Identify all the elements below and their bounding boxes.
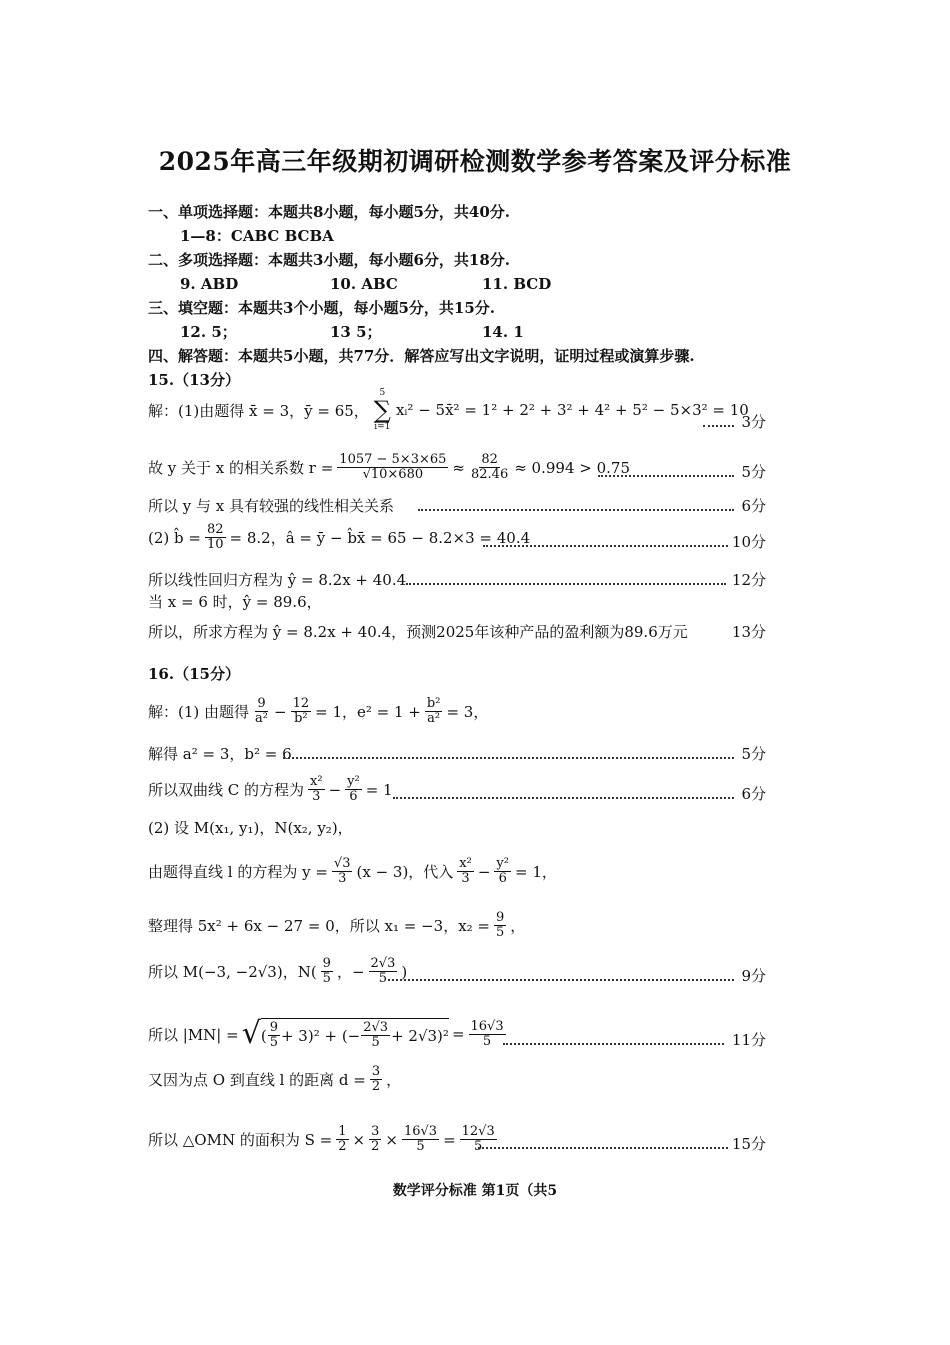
q16-step-9 <box>148 1058 766 1098</box>
numerator: 9 <box>269 1020 278 1035</box>
answer-9: 9. ABD <box>180 275 239 293</box>
equals-sign: = <box>451 1025 465 1043</box>
numerator: √3 <box>333 856 351 871</box>
denominator: 6 <box>349 789 358 804</box>
denominator: 2 <box>371 1139 380 1154</box>
score-label: 9分 <box>741 967 766 985</box>
q16-step-1 <box>148 688 766 730</box>
fraction <box>337 453 448 482</box>
denominator: 3 <box>312 789 321 804</box>
numerator: 82 <box>481 452 498 467</box>
page-title: 2025年高三年级期初调研检测数学参考答案及评分标准 <box>158 147 792 176</box>
radical-sign: √ <box>241 1016 261 1051</box>
q16-step3-pre: 所以双曲线 C 的方程为 <box>148 781 305 799</box>
fraction <box>308 775 325 804</box>
section1-heading: 一、单项选择题：本题共8小题，每小题5分，共40分. <box>148 203 510 221</box>
fraction <box>494 857 511 886</box>
summation <box>374 388 391 432</box>
fraction <box>361 1021 390 1050</box>
q16-step-7 <box>148 950 766 990</box>
denominator: 5 <box>474 1139 483 1154</box>
score-label: 13分 <box>731 623 766 641</box>
score-label: 12分 <box>731 571 766 589</box>
q16-step9-pre: 又因为点 O 到直线 l 的距离 d = <box>148 1071 366 1089</box>
q15-step5-text: 所以线性回归方程为 ŷ = 8.2x + 40.4 <box>148 571 407 589</box>
q16-step7-pre: 所以 M(−3, −2√3)，N( <box>148 963 317 981</box>
score-label: 3分 <box>741 413 766 431</box>
numerator: 3 <box>371 1064 381 1079</box>
fraction <box>494 911 506 940</box>
numerator: 9 <box>257 696 266 711</box>
answer-11: 11. BCD <box>482 275 552 293</box>
section3-heading: 三、填空题：本题共3个小题，每小题5分，共15分. <box>148 299 495 317</box>
numerator: y² <box>496 856 509 871</box>
numerator: 9 <box>322 956 331 971</box>
fraction <box>268 1021 280 1050</box>
dot-leader <box>503 1043 724 1045</box>
q16-step1-post: = 3， <box>446 703 489 721</box>
dot-leader <box>703 425 734 427</box>
denominator: 3 <box>461 871 470 886</box>
fraction <box>332 857 353 886</box>
square-root <box>242 1018 449 1050</box>
q16-step-8 <box>148 1002 766 1054</box>
fraction <box>469 1020 506 1049</box>
q15-step-2 <box>148 446 766 486</box>
denominator: b² <box>294 711 308 726</box>
q15-heading: 15.（13分） <box>148 371 240 389</box>
denominator: 2 <box>338 1139 347 1154</box>
numerator: 16√3 <box>403 1124 438 1139</box>
q16-step7-post: ) <box>401 962 408 981</box>
score-label: 10分 <box>731 533 766 551</box>
numerator: 12√3 <box>461 1124 495 1139</box>
denominator: 5 <box>496 925 505 940</box>
open-paren: ( <box>260 1026 267 1045</box>
numerator: 82 <box>206 522 224 537</box>
denominator: 82.46 <box>471 467 509 482</box>
denominator: 2 <box>371 1079 381 1094</box>
denominator: 6 <box>498 871 507 886</box>
fraction <box>369 957 398 986</box>
fraction <box>253 697 270 726</box>
score-label: 5分 <box>741 463 766 481</box>
score-label: 15分 <box>731 1135 766 1153</box>
q15-step1-pre: 解：(1)由题得 x̄ = 3，ȳ = 65， <box>148 401 369 420</box>
q16-step1-mid: = 1，e² = 1 + <box>315 703 421 721</box>
denominator: 5 <box>482 1033 492 1049</box>
q16-step1-pre: 解：(1) 由题得 <box>148 703 250 721</box>
minus-sign: − <box>328 780 342 799</box>
dot-leader <box>478 1147 728 1149</box>
q15-step-3 <box>148 486 766 520</box>
q16-step5-pre: 由题得直线 l 的方程为 y = <box>148 863 328 881</box>
fraction <box>205 523 226 552</box>
numerator: 3 <box>371 1124 380 1139</box>
fraction <box>321 957 333 986</box>
q16-step6-pre: 整理得 5x² + 6x − 27 = 0，所以 x₁ = −3，x₂ = <box>148 917 490 935</box>
q16-step-4: (2) 设 M(x₁, y₁)，N(x₂, y₂)， <box>148 819 353 837</box>
q15-step3-text: 所以 y 与 x 具有较强的线性相关关系 <box>148 497 395 515</box>
q16-step5-mid: (x − 3)，代入 <box>356 863 454 881</box>
answer-12: 12. 5； <box>180 323 237 341</box>
score-label: 5分 <box>741 745 766 763</box>
q16-step8-pre: 所以 |MN| = <box>148 1025 239 1044</box>
numerator: y² <box>347 774 360 789</box>
fraction <box>336 1125 348 1154</box>
radicand-end: + 2√3)² <box>391 1026 449 1045</box>
denominator: a² <box>255 711 268 726</box>
sum-lower-limit: i=1 <box>374 422 391 432</box>
q16-step3-post: = 1 <box>365 780 393 799</box>
dot-leader <box>393 797 734 799</box>
numerator: 1 <box>338 1124 347 1139</box>
q15-step4-post: = 8.2，â = ȳ − b̂x̄ = 65 − 8.2×3 = 40.4 <box>229 529 531 547</box>
sigma-symbol: ∑ <box>373 396 391 424</box>
numerator: x² <box>459 856 472 871</box>
numerator: b² <box>426 696 441 711</box>
q15-step2-pre: 故 y 关于 x 的相关系数 r = <box>148 459 334 477</box>
q16-step-3 <box>148 766 766 808</box>
dot-leader <box>418 509 734 511</box>
q16-step10-pre: 所以 △OMN 的面积为 S = <box>148 1131 333 1149</box>
q16-step6-post: ， <box>510 917 526 935</box>
dot-leader <box>483 545 728 547</box>
denominator: √10×680 <box>362 467 424 482</box>
denominator: 5 <box>371 1035 380 1050</box>
dot-leader <box>406 583 726 585</box>
radicand <box>261 1018 449 1050</box>
section2-heading: 二、多项选择题：本题共3小题，每小题6分，共18分. <box>148 251 510 269</box>
fraction <box>369 1125 381 1154</box>
q15-step7-text: 所以，所求方程为 ŷ = 8.2x + 40.4，预测2025年该种产品的盈利额为89.6万元 <box>148 623 688 641</box>
q16-step5-post: = 1， <box>514 863 557 881</box>
denominator: 5 <box>416 1139 425 1154</box>
fraction <box>345 775 362 804</box>
page-footer: 数学评分标准 第1页（共5 <box>392 1183 558 1199</box>
q15-step-7 <box>148 612 766 646</box>
denominator: 5 <box>378 971 388 986</box>
radicand-mid: + 3)² + (− <box>280 1026 361 1045</box>
q16-step-2 <box>148 734 766 768</box>
q15-step-4 <box>148 518 766 556</box>
answer-14: 14. 1 <box>482 323 524 341</box>
numerator: 1057 − 5×3×65 <box>339 452 447 467</box>
denominator: 5 <box>322 971 331 986</box>
score-label: 6分 <box>741 785 766 803</box>
fraction <box>457 857 474 886</box>
q16-step-5 <box>148 846 766 890</box>
q16-step2-text: 解得 a² = 3，b² = 6 <box>148 745 292 763</box>
dot-leader <box>598 475 734 477</box>
q16-step9-post: ， <box>386 1071 402 1089</box>
answer-13: 13 5； <box>330 323 382 341</box>
section1-answers: 1—8：CABC BCBA <box>180 227 334 245</box>
score-label: 6分 <box>741 497 766 515</box>
numerator: 2√3 <box>363 1020 389 1035</box>
dot-leader <box>283 757 734 759</box>
numerator: 12 <box>292 696 310 711</box>
numerator: x² <box>310 774 323 789</box>
denominator: 3 <box>338 871 347 886</box>
q15-step-6: 当 x = 6 时，ŷ = 89.6， <box>148 593 322 611</box>
score-label: 11分 <box>731 1031 766 1049</box>
fraction <box>460 1125 497 1154</box>
dot-leader <box>388 979 734 981</box>
q15-step2-post: ≈ 0.994 > 0.75 <box>514 458 630 477</box>
q15-step1-post: xᵢ² − 5x̄² = 1² + 2² + 3² + 4² + 5² − 5×3² = 10 <box>395 401 749 419</box>
times-sign: × <box>385 1130 398 1149</box>
q16-step-10 <box>148 1112 766 1158</box>
fraction <box>370 1065 382 1094</box>
denominator: 10 <box>206 537 224 552</box>
q15-step-1 <box>148 388 766 436</box>
numerator: 9 <box>496 910 505 925</box>
denominator: 5 <box>269 1035 278 1050</box>
numerator: 2√3 <box>370 956 396 971</box>
approx-sign: ≈ <box>452 458 465 477</box>
section4-heading: 四、解答题：本题共5小题，共77分．解答应写出文字说明，证明过程或演算步骤. <box>148 347 695 365</box>
q15-step4-pre: (2) b̂ = <box>148 528 201 547</box>
denominator: a² <box>427 711 441 726</box>
q16-step7-mid: ，− <box>336 963 365 981</box>
q16-heading: 16.（15分） <box>148 665 240 683</box>
minus-sign: − <box>477 862 491 881</box>
sum-upper-limit: 5 <box>379 388 386 398</box>
equals-sign: = <box>443 1130 456 1149</box>
minus-sign: − <box>274 702 287 721</box>
fraction <box>402 1125 439 1154</box>
q16-step-6 <box>148 900 766 944</box>
fraction <box>425 697 443 726</box>
numerator: 16√3 <box>470 1018 504 1034</box>
times-sign: × <box>352 1130 366 1149</box>
fraction <box>291 697 312 726</box>
fraction <box>469 453 510 482</box>
answer-10: 10. ABC <box>330 275 398 293</box>
q15-step-5 <box>148 560 766 594</box>
